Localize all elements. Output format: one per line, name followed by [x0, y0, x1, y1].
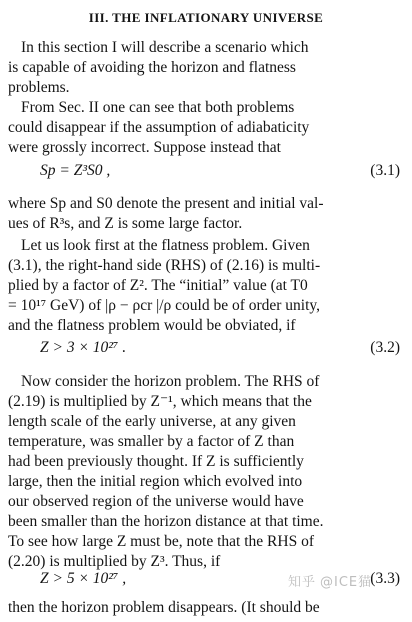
- text-line: (2.20) is multiplied by Z³. Thus, if: [8, 553, 221, 570]
- equation-3-2: [40, 339, 400, 361]
- paragraph-5: [8, 372, 402, 572]
- text-line: plied by a factor of Z². The “initial” value (at T0: [8, 277, 308, 294]
- text-line: To see how large Z must be, note that the RHS of: [8, 533, 314, 550]
- equation-expression: Z > 3 × 10²⁷ .: [40, 339, 127, 356]
- text-line: From Sec. II one can see that both problems: [21, 99, 295, 116]
- paragraph-2: [8, 98, 402, 158]
- text-line: large, then the initial region which evolved into: [8, 473, 303, 490]
- paragraph-6: [8, 598, 402, 618]
- text-line: problems.: [8, 79, 70, 96]
- text-line: our observed region of the universe would have: [8, 493, 304, 510]
- text-line: could disappear if the assumption of adiabaticity: [8, 119, 310, 136]
- text-line: (2.19) is multiplied by Z⁻¹, which means that the: [8, 393, 312, 410]
- equation-expression: Sp = Z³S0 ,: [40, 162, 111, 179]
- section-title: III. THE INFLATIONARY UNIVERSE: [88, 10, 324, 25]
- text-line: In this section I will describe a scenario which: [21, 39, 309, 56]
- equation-number: (3.2): [370, 339, 400, 356]
- text-line: (3.1), the right-hand side (RHS) of (2.16) is multi-: [8, 257, 321, 274]
- watermark: [288, 571, 372, 590]
- text-line: had been previously thought. If Z is sufficiently: [8, 453, 304, 470]
- watermark-handle: @ICE猫: [320, 575, 373, 590]
- text-line: Let us look first at the flatness problem. Given: [21, 237, 310, 254]
- equation-expression: Z > 5 × 10²⁷ ,: [40, 570, 127, 587]
- equation-number: (3.3): [370, 570, 400, 587]
- text-line: were grossly incorrect. Suppose instead that: [8, 139, 281, 156]
- watermark-site: 知乎: [288, 575, 317, 590]
- text-line: Now consider the horizon problem. The RHS of: [21, 373, 320, 390]
- text-line: where Sp and S0 denote the present and initial val-: [8, 195, 324, 212]
- text-line: ues of R³s, and Z is some large factor.: [8, 215, 243, 232]
- text-line: then the horizon problem disappears. (It should be: [8, 599, 320, 616]
- paragraph-3: [8, 194, 402, 234]
- equation-3-1: [40, 162, 400, 184]
- text-line: length scale of the early universe, at any given: [8, 413, 296, 430]
- text-line: temperature, was smaller by a factor of Z than: [8, 433, 295, 450]
- paragraph-1: [8, 38, 402, 98]
- equation-number: (3.1): [370, 162, 400, 179]
- text-line: = 10¹⁷ GeV) of |ρ − ρcr |/ρ could be of order unity,: [8, 297, 321, 314]
- text-line: been smaller than the horizon distance at that time.: [8, 513, 324, 530]
- paragraph-4: [8, 236, 402, 336]
- text-line: and the flatness problem would be obviated, if: [8, 317, 296, 334]
- text-line: is capable of avoiding the horizon and flatness: [8, 59, 296, 76]
